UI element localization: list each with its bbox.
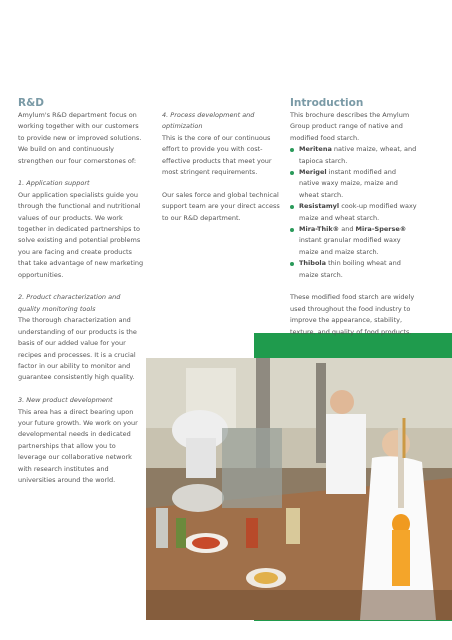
list-item: Merigel instant modified and native waxy maize, maize and wheat starch. <box>290 167 418 201</box>
section-2-title: 2. Product characterization and quality monitoring tools <box>18 293 121 313</box>
section-1-body: Our application specialists guide you through the functional and nutritional values of our products. We work together in dedicated partnerships to solve existing and potential problems you are facing and create products that take advantage of new marketing opportunities. <box>18 190 144 279</box>
bullet-icon <box>290 262 294 266</box>
section-4-title: 4. Process development and optimization <box>162 111 255 131</box>
section-3-title: 3. New product development <box>18 396 113 405</box>
lab-photo <box>146 358 452 620</box>
product-list <box>290 144 418 281</box>
introduction-closing: These modified food starch are widely used throughout the food industry to improve the appearance, stability, texture, and quality of food products. <box>290 293 415 336</box>
list-item: Thibola thin boiling wheat and maize starch. <box>290 258 418 281</box>
rnd-column-1 <box>18 97 144 486</box>
rnd-intro: Amylum's R&D department focus on working together with our customers to provide new or improved solutions. We build on and continuously strengthen our four cornerstones of: <box>18 111 142 165</box>
rnd-closing: Our sales force and global technical support team are your direct access to our R&D department. <box>162 190 280 222</box>
section-2-body: The thorough characterization and understanding of our products is the basis of our added value for your recipes and processes. It is a crucial factor in our ability to monitor and guarantee consistently high quality. <box>18 316 137 382</box>
introduction-column <box>290 97 418 338</box>
introduction-heading: Introduction <box>290 97 364 109</box>
section-1-title: 1. Application support <box>18 179 90 188</box>
rnd-heading: R&D <box>18 97 44 109</box>
list-item: Mira-Thik® and Mira-Sperse® instant granular modified waxy maize and maize starch. <box>290 224 418 258</box>
bullet-icon <box>290 205 294 209</box>
rnd-column-2 <box>162 97 282 224</box>
bullet-icon <box>290 171 294 175</box>
section-3-body: This area has a direct bearing upon your future growth. We work on your developmental needs in dedicated partnerships that allow you to leverage our collaborative network with research institutes and universities around the world. <box>18 407 138 484</box>
list-item: Resistamyl cook-up modified waxy maize and wheat starch. <box>290 201 418 224</box>
list-item: Meritena native maize, wheat, and tapioca starch. <box>290 144 418 167</box>
bullet-icon <box>290 148 294 152</box>
introduction-lead: This brochure describes the Amylum Group product range of native and modified food starch. <box>290 111 410 142</box>
bullet-icon <box>290 228 294 232</box>
section-4-body: This is the core of our continuous effort to provide you with cost-effective products that meet your most stringent requirements. <box>162 133 272 177</box>
